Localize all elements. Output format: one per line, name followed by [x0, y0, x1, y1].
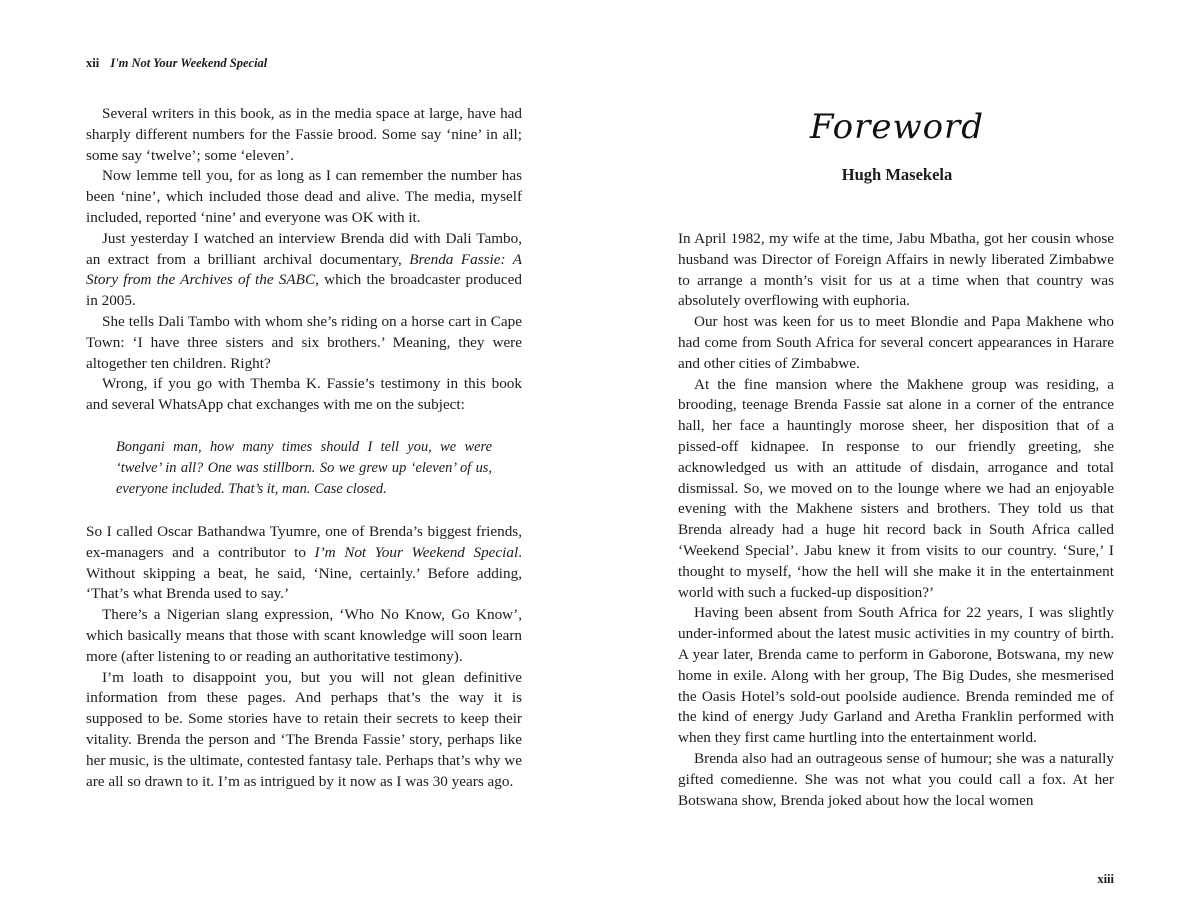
book-title-inline: I’m Not Your Weekend Special: [314, 543, 519, 561]
page-number: xiii: [1097, 872, 1114, 886]
paragraph: Now lemme tell you, for as long as I can remember the number has been ‘nine’, which included those dead and alive. The media, myself included, reported ‘nine’ and everyone was OK with it.: [86, 167, 522, 226]
paragraph: In April 1982, my wife at the time, Jabu Mbatha, got her cousin whose husband was Director of Foreign Affairs in newly liberated Zimbabwe to arrange a month’s visit for us at a time when that country was absolutely overflowing with euphoria.: [678, 230, 1114, 310]
block-quote: Bongani man, how many times should I tell you, we were ‘twelve’ in all? One was stillborn. So we grew up ‘eleven’ of us, everyone included. That’s it, man. Case closed.: [116, 438, 492, 497]
paragraph: Brenda also had an outrageous sense of humour; she was a naturally gifted comedienne. She was not what you could call a fox. At her Botswana show, Brenda joked about how the local women: [678, 749, 1114, 809]
paragraph-text: , which the broadcaster produced in 2005.: [86, 271, 522, 310]
right-page: [600, 0, 1200, 917]
paragraph-text: . Without skipping a beat, he said, ‘Nine, certainly.’ Before adding, ‘That’s what Brenda used to say.’: [86, 543, 522, 603]
paragraph: There’s a Nigerian slang expression, ‘Who No Know, Go Know’, which basically means that those with scant knowledge will soon learn more (after listening to or reading an authoritative testimony).: [86, 606, 522, 665]
paragraph: Wrong, if you go with Themba K. Fassie’s testimony in this book and several WhatsApp chat exchanges with me on the subject:: [86, 375, 522, 414]
right-body-text: [678, 229, 1114, 811]
paragraph: [86, 522, 522, 605]
documentary-title: Brenda Fassie: A Story from the Archives of the SABC: [86, 250, 523, 289]
paragraph-text: So I called Oscar Bathandwa Tyumre, one of Brenda’s biggest friends, ex-managers and a contributor to: [86, 522, 522, 561]
paragraph: I’m loath to disappoint you, but you will not glean definitive information from these pages. And perhaps that’s the way it is supposed to be. Some stories have to retain their secrets to keep their vitality. Brenda the person and ‘The Brenda Fassie’ story, perhaps like her music, is the ultimate, contested fantasy tale. Perhaps that’s why we are all so drawn to it. I’m as intrigued by it now as I was 30 years ago.: [86, 668, 522, 790]
running-head: [86, 55, 267, 71]
paragraph: At the fine mansion where the Makhene group was residing, a brooding, teenage Brenda Fassie sat alone in a corner of the entrance hall, her face a hauntingly morose sheer, her disposition that of a pissed-off kidnapee. In response to our friendly greeting, she acknowledged us with an attitude of disdain, arrogance and total dismissal. So, we moved on to the lounge where we had an enjoyable evening with the Makhene sisters and brothers. They told us that Brenda already had a huge hit record back in South Africa called ‘Weekend Special’. Jabu knew it from visits to our country. ‘Sure,’ I thought to myself, ‘how the hell will she make it in the entertainment world with such a fucked-up disposition?’: [678, 375, 1114, 601]
paragraph: She tells Dali Tambo with whom she’s riding on a horse cart in Cape Town: ‘I have three sisters and six brothers.’ Meaning, they were altogether ten children. Right?: [86, 312, 522, 372]
paragraph: Our host was keen for us to meet Blondie and Papa Makhene who had come from South Africa for several concert appearances in Harare and other cities of Zimbabwe.: [678, 313, 1114, 372]
left-body-text: [86, 104, 522, 792]
chapter-title: Foreword: [809, 107, 985, 147]
running-head-title: I'm Not Your Weekend Special: [110, 56, 268, 70]
paragraph: Having been absent from South Africa for 22 years, I was slightly under-informed about the latest music activities in my country of birth. A year later, Brenda came to perform in Gaborone, Botswana, my new home in exile. Along with her group, The Big Dudes, she mesmerised the Oasis Hotel’s sold-out poolside audience. Brenda reminded me of the kind of energy Judy Garland and Aretha Franklin performed with when they first came hurtling into the entertainment world.: [678, 604, 1114, 747]
page-number: xii: [86, 56, 100, 70]
paragraph: Several writers in this book, as in the media space at large, have had sharply different numbers for the Fassie brood. Some say ‘nine’ in all; some say ‘twelve’; some ‘eleven’.: [86, 105, 522, 164]
chapter-author: Hugh Masekela: [841, 165, 953, 184]
paragraph-text: Just yesterday I watched an interview Brenda did with Dali Tambo, an extract from a brilliant archival documentary,: [86, 229, 522, 268]
paragraph: [86, 229, 522, 312]
